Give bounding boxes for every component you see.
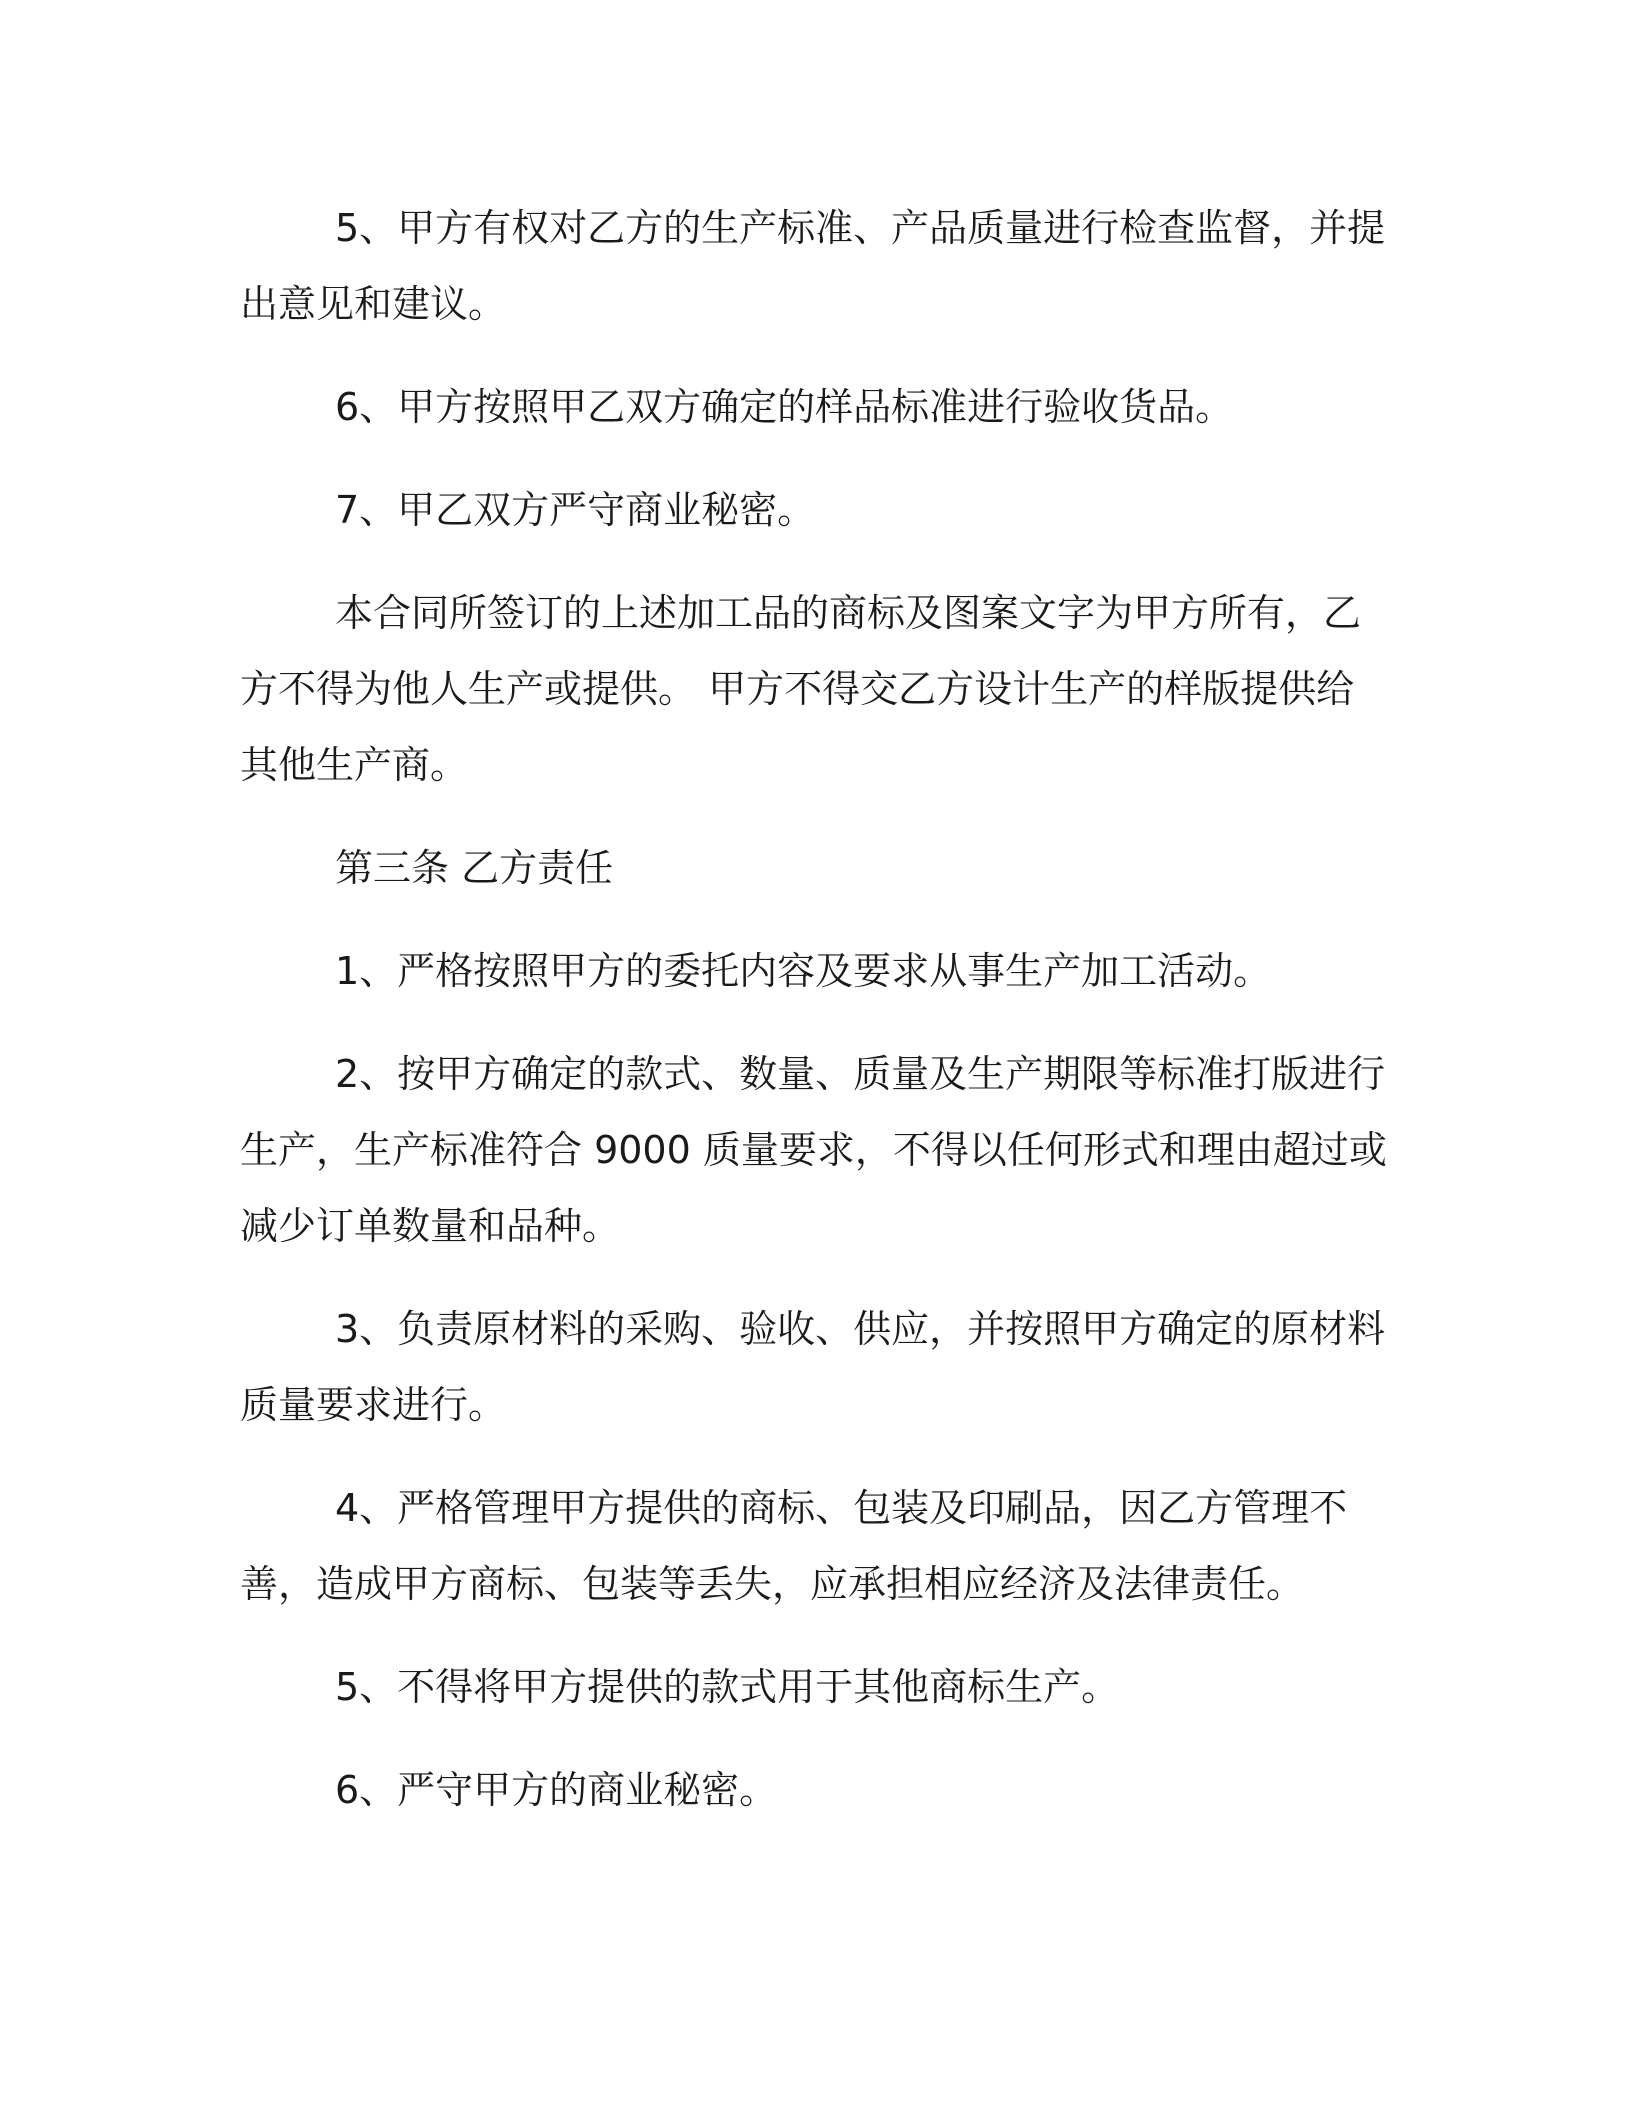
clause-a6: 6、甲方按照甲乙双方确定的样品标准进行验收货品。 [335,385,1234,429]
clause-b6: 6、严守甲方的商业秘密。 [335,1768,778,1812]
clause-b1: 1、严格按照甲方的委托内容及要求从事生产加工活动。 [335,949,1272,993]
clause-a7: 7、甲乙双方严守商业秘密。 [335,488,816,532]
clause-a5: 5、甲方有权对乙方的生产标准、产品质量进行检查监督，并提出意见和建议。 [240,206,1386,326]
document-page [240,190,1390,1855]
clause-b4: 4、严格管理甲方提供的商标、包装及印刷品，因乙方管理不善，造成甲方商标、包装等丢失，应承担相应经济及法律责任。 [240,1486,1348,1606]
clause-b2: 2、按甲方确定的款式、数量、质量及生产期限等标准打版进行生产，生产标准符合 9000 质量要求，不得以任何形式和理由超过或减少订单数量和品种。 [240,1052,1387,1248]
trademark-paragraph: 本合同所签订的上述加工品的商标及图案文字为甲方所有，乙方不得为他人生产或提供。 甲方不得交乙方设计生产的样版提供给其他生产商。 [240,591,1362,787]
clause-b3: 3、负责原材料的采购、验收、供应，并按照甲方确定的原材料质量要求进行。 [240,1307,1386,1427]
section-heading-article-3: 第三条 乙方责任 [335,846,614,890]
clause-b5: 5、不得将甲方提供的款式用于其他商标生产。 [335,1665,1120,1709]
